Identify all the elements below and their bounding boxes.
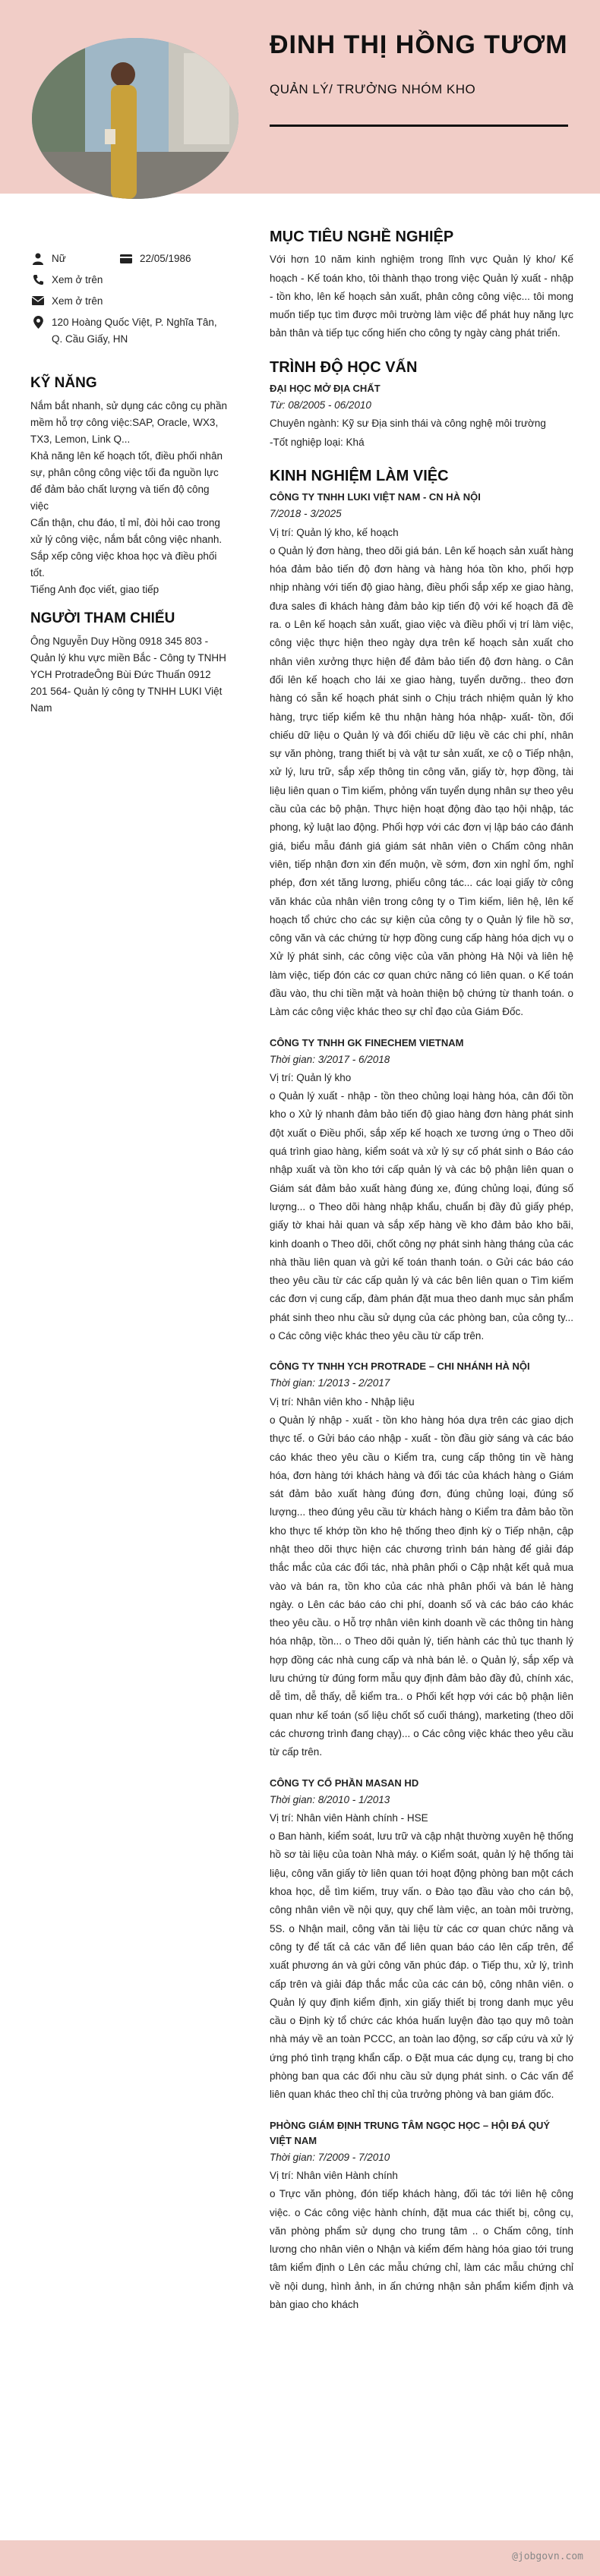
job-time: Thời gian: 8/2010 - 1/2013 xyxy=(270,1793,390,1805)
job-description: o Quản lý đơn hàng, theo dõi giá bán. Lên kế hoạch sản xuất hàng hóa đảm bảo tiến độ đơn hàng và hàng hóa tồn kho, phối hợp nhịp nhàng với tiến độ giao hàng, điều phối sắp xếp xe giao hàng, đưa sales đi khách hàng đảm bảo kịp tiến độ với kế hoạch đã đề ra. o Lên kế hoạch sản xuất, giao việc và điều phối vị trí làm việc, công việc thực hiện theo ngày dựa trên kế hoạch sản xuất cho nhân viên xưởng thực hiện để đảm bảo tiến độ đơn hàng. o Cân đối lên kế hoạch cho lái xe giao hàng, tuyển dưỡng.. theo đơn hàng có sẵn kế hoạch phát sinh o Chịu trách nhiệm quản lý kho hàng, trực tiếp kiểm kê thu nhận hàng hóa nhập- xuất- tồn, đối chiếu dữ liệu o Quản lý và đối chiếu dữ liệu về các chi phí, nhân sự văn phòng, trang thiết bị và vật tư sản xuất, xe cộ o Tiếp nhận, xử lý, lưu trữ, sắp xếp thông tin công văn, giấy tờ, hợp đồng, tài liệu liên quan o Tìm kiếm, phỏng vấn tuyển dụng nhân sự theo yêu cầu của các bộ phận. Thực hiện hoạt động đào tạo hội nhập, tác phong, kỷ luật lao động. Phối hợp với các đơn vị lập báo cáo đánh giá, biểu mẫu đánh giá giám sát nhân viên o Chấm công nhân viên, tiếp nhận đơn xin đến muộn, về sớm, đơn xin nghỉ ốm, nghỉ phép, đơn xét tăng lương, phiếu công tác... các loại giấy tờ công văn khác của nhân viên trong công ty o Tìm kiếm, liên hệ, lên kế hoạch tổ chức cho các sự kiện của công ty o Quản lý file hồ sơ, công văn và các chứng từ hợp đồng cung cấp hàng hóa dịch vụ o Xử lý phát sinh, các công việc của văn phòng Hà Nội và liên hệ làm việc, tiếp đón các cơ quan chức năng có liên quan. o Kế toán đầu vào, thu chi tiền mặt và hoàn thiện bộ chứng từ thanh toán. o Làm các công việc khác theo sự chỉ đạo của Giám Đốc. xyxy=(270,544,573,1018)
experience-section xyxy=(270,467,573,2314)
profile-photo xyxy=(32,38,238,199)
job-entry xyxy=(270,1359,573,1761)
objective-heading: MỤC TIÊU NGHỀ NGHIỆP xyxy=(270,229,454,245)
job-position: Vị trí: Quản lý kho, kế hoạch xyxy=(270,526,399,538)
job-position: Vị trí: Quản lý kho xyxy=(270,1071,352,1083)
job-description: o Trực văn phòng, đón tiếp khách hàng, đối tác tới liên hệ công việc. o Các công việc hành chính, đặt mua các thiết bị, công cụ, văn phòng phẩm sử dụng cho trung tâm .. o Chấm công, tính lương cho nhân viên o Nhận và kiểm đếm hàng hóa giao tới trung tâm kiểm định o Lên các mẫu chứng chỉ, làm các mẫu chứng chỉ về nội dung, hình ảnh, in ấn chứng nhận sản phẩm kiểm định và bàn giao cho khách xyxy=(270,2188,573,2310)
title-divider xyxy=(270,125,568,127)
job-description: o Quản lý xuất - nhập - tồn theo chủng loại hàng hóa, cân đối tồn kho o Xử lý nhanh đảm bảo tiến độ giao hàng đơn hàng phát sinh đột xuất o Điều phối, sắp xếp kế hoạch xe tương ứng o Theo dõi quá trình giao hàng, kiểm soát và xử lý sự cố phát sinh o Báo cáo nhập xuất và tồn kho tới cấp quản lý và các bộ phận liên quan o Giám sát đảm bảo xuất hàng đúng xe, đúng chủng loại, đúng số lượng... o Theo dõi hàng nhập khẩu, chuẩn bị đầy đủ giấy phép, giấy tờ khai hải quan và sắp xếp hàng về kho đảm bảo kho bãi, kinh doanh o Theo dõi, chốt công nợ phát sinh hàng tháng của các nhà thầu liên quan và gửi kế toán thanh toán. o Gửi các báo cáo theo yêu cầu từ các cấp quản lý và các bên liên quan o Tìm kiếm các đơn vị cung cấp, đàm phán đặt mua theo danh mục sản phẩm phát sinh theo nhu cầu sử dụng của các phòng ban, của công ty... o Các công việc khác theo yêu cầu từ cấp trên. xyxy=(270,1090,573,1342)
birthday-value: 22/05/1986 xyxy=(140,253,191,264)
left-column xyxy=(30,251,228,717)
skills-list xyxy=(30,398,228,598)
job-position: Vị trí: Nhân viên Hành chính xyxy=(270,2169,398,2181)
education-heading: TRÌNH ĐỘ HỌC VẤN xyxy=(270,358,418,376)
job-entry xyxy=(270,2118,573,2315)
skills-heading: KỸ NĂNG xyxy=(30,375,97,391)
school-name: ĐẠI HỌC MỞ ĐỊA CHẤT xyxy=(270,383,381,395)
contact-phone xyxy=(30,272,228,288)
job-time: Thời gian: 3/2017 - 6/2018 xyxy=(270,1053,390,1065)
gender-value: Nữ xyxy=(52,253,66,264)
job-entry xyxy=(270,1036,573,1346)
email-value: Xem ở trên xyxy=(52,295,103,307)
objective-text: Với hơn 10 năm kinh nghiệm trong lĩnh vực Quản lý kho/ Kế hoạch - Kế toán kho, tôi thành thạo trong việc Quản lý xuất - nhập - tồn kho, lên kế hoạch sản xuất, phân công công việc... tôi mong muốn tiếp tục tìm được môi trường làm việc để phát huy năng lực bản thân và tiếp tục cống hiến cho công ty ngày càng phát triển. xyxy=(270,254,573,339)
experience-heading: KINH NGHIỆM LÀM VIỆC xyxy=(270,467,449,484)
job-description: o Ban hành, kiểm soát, lưu trữ và cập nhật thường xuyên hệ thống hồ sơ tài liệu của toàn Nhà máy. o Kiểm soát, quản lý hệ thống tài liệu, công văn giấy tờ liên quan tới hoạt động phòng ban một cách khoa học, dễ tìm kiếm, truy vấn. o Đào tạo đầu vào cho cán bộ, công nhân viên về nội quy, quy chế làm việc, an toàn môi trường, 5S. o Nhận mail, công văn tài liệu từ các cơ quan chức năng và công ty để tất cả các văn để liên quan báo cáo lên cấp trên, để xuất phương án và gửi công văn phúc đáp. o Tiếp thu, xử lý, trình cấp trên và giải đáp thắc mắc của các cán bộ, công nhân viên. o Quản lý quy định kiểm định, xin giấy thiết bị trong danh mục yêu cầu o Định kỳ tổ chức các khóa huấn luyện đào tạo quy mô toàn nhà máy về an toàn PCCC, an toàn lao động, sơ cấp cứu và xử lý ứng phó tình trạng khẩn cấp. o Đặt mua các dụng cụ, trang bị cho phòng ban qua các đối nhu cầu sử dụng phát sinh. o Các vấn để liên quan khác theo chỉ thị của trưởng phòng và ban giám đốc. xyxy=(270,1830,573,2101)
job-company: CÔNG TY TNHH YCH PROTRADE – CHI NHÁNH HÀ NỘI xyxy=(270,1361,530,1373)
phone-icon xyxy=(30,272,46,287)
education-major: Chuyên ngành: Kỹ sư Địa sinh thái và công nghệ môi trường xyxy=(270,418,546,430)
job-description: o Quản lý nhập - xuất - tồn kho hàng hóa dựa trên các giao dịch thực tế. o Gửi báo cáo nhập - xuất - tồn đầu giờ sáng và các báo cáo khác theo yêu cầu o Kiểm tra, cung cấp thông tin về hàng hóa, đơn hàng tới khách hàng và đối tác của khách hàng o Giám sát đảm bảo xuất hàng đúng đơn, đúng chủng loại, đúng số lượng... theo đúng yêu cầu từ khách hàng o Kiểm tra đảm bảo tồn kho thực tế khớp tồn kho hệ thống theo định kỳ o Tiếp nhận, cập nhật theo dõi thực hiện các chương trình bán hàng để giải đáp thắc mắc của các đối tác, nhà phân phối o Cập nhật kết quả mua vào và bán ra, tồn kho của các nhà phân phối và bán lẻ hàng ngày. o Lên các báo cáo chi phí, doanh số và các báo cáo khác theo yêu cầu. o Hỗ trợ nhân viên kinh doanh về các thông tin hàng hóa nhập, tồn... o Theo dõi quản lý, tiến hành các thủ tục thanh lý hợp đồng các nhà cung cấp và nhà bán lẻ. o Quản lý, sắp xếp và lưu chứng từ đúng form mẫu quy định đảm bảo đầy đủ, chính xác, dễ tìm, dễ thấy, dễ kiểm tra.. o Phối kết hợp với các bộ phận liên quan như kế toán (số liệu chốt số cuối tháng), marketing (theo dõi các chương trình đang chạy)... o Các công việc khác theo yêu cầu từ cấp trên. xyxy=(270,1414,573,1758)
footer-watermark: @jobgovn.com xyxy=(512,2551,583,2562)
birthday-field xyxy=(118,251,202,267)
objective-section xyxy=(270,228,573,343)
skill-item: Khả năng lên kế hoạch tốt, điều phối nhân sự, phân công công việc tối đa nguồn lực để đảm bảo chất lượng và tiến độ công việc xyxy=(30,450,223,512)
address-value: 120 Hoàng Quốc Việt, P. Nghĩa Tân, Q. Cầu Giấy, HN xyxy=(52,317,217,345)
contact-address xyxy=(30,314,228,348)
map-pin-icon xyxy=(30,314,46,329)
job-time: Thời gian: 1/2013 - 2/2017 xyxy=(270,1377,390,1389)
contact-email xyxy=(30,293,228,310)
phone-value: Xem ở trên xyxy=(52,274,103,285)
profile-photo-illustration xyxy=(32,38,238,199)
job-company: CÔNG TY TNHH GK FINECHEM VIETNAM xyxy=(270,1036,464,1048)
footer-band xyxy=(0,2540,600,2576)
education-time: Từ: 08/2005 - 06/2010 xyxy=(270,399,371,411)
job-time: 7/2018 - 3/2025 xyxy=(270,508,342,520)
job-entry xyxy=(270,490,573,1021)
gender-field xyxy=(30,251,114,267)
envelope-icon xyxy=(30,293,46,308)
candidate-name: ĐINH THỊ HỒNG TƯƠM xyxy=(270,30,568,59)
right-column xyxy=(270,228,573,2328)
job-company: CÔNG TY CỔ PHẦN MASAN HD xyxy=(270,1777,419,1789)
contact-gender-birthday xyxy=(30,251,228,267)
skill-item: Nắm bắt nhanh, sử dụng các công cụ phần mềm hỗ trợ công việc:SAP, Oracle, WX3, TX3, Lemon, Link Q... xyxy=(30,400,227,445)
job-title: QUẢN LÝ/ TRƯỞNG NHÓM KHO xyxy=(270,82,476,96)
job-company: CÔNG TY TNHH LUKI VIỆT NAM - CN HÀ NỘI xyxy=(270,491,481,503)
references-text: Ông Nguyễn Duy Hồng 0918 345 803 - Quản lý khu vực miền Bắc - Công ty TNHH YCH ProtradeÔng Bùi Đức Thuấn 0912 201 564- Quản lý công ty TNHH LUKI Việt Nam xyxy=(30,635,226,714)
job-position: Vị trí: Nhân viên Hành chính - HSE xyxy=(270,1811,428,1824)
job-position: Vị trí: Nhân viên kho - Nhập liệu xyxy=(270,1395,415,1408)
skill-item: Cẩn thận, chu đáo, tỉ mỉ, đòi hỏi cao trong xử lý công việc, nắm bắt công việc nhanh. Sắp xếp công việc khoa học và điều phối tốt. xyxy=(30,517,223,579)
job-company: PHÒNG GIÁM ĐỊNH TRUNG TÂM NGỌC HỌC – HỘI ĐÁ QUÝ VIỆT NAM xyxy=(270,2119,551,2146)
job-time: Thời gian: 7/2009 - 7/2010 xyxy=(270,2151,390,2163)
education-section xyxy=(270,358,573,452)
job-entry xyxy=(270,1776,573,2105)
education-grade: -Tốt nghiệp loại: Khá xyxy=(270,436,365,448)
card-icon xyxy=(118,251,134,266)
references-heading: NGƯỜI THAM CHIẾU xyxy=(30,610,175,626)
skill-item: Tiếng Anh đọc viết, giao tiếp xyxy=(30,584,159,595)
user-icon xyxy=(30,251,46,266)
